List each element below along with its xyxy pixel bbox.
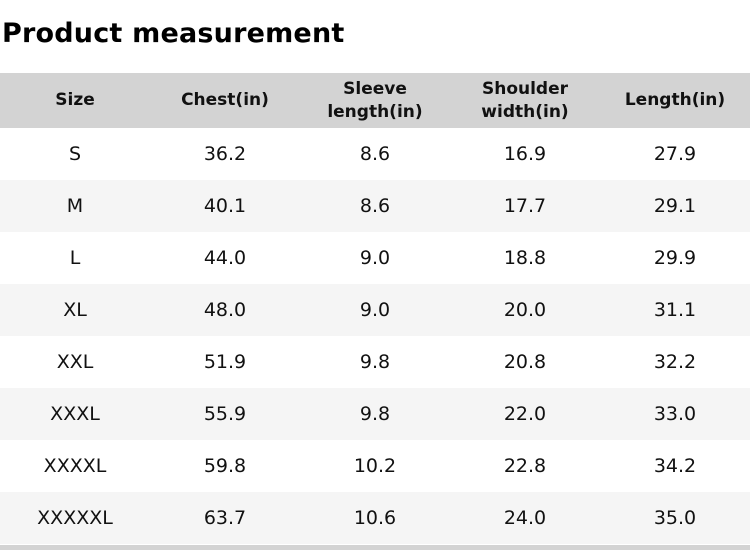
- header-cell-size: Size: [0, 73, 150, 128]
- sleeve-length-cell: 9.8: [300, 388, 450, 440]
- table-row: [0, 180, 750, 232]
- table-header-row: [0, 73, 750, 128]
- sleeve-length-cell: 9.0: [300, 232, 450, 284]
- chest-cell: 59.8: [150, 440, 300, 492]
- next-table-header-partial: [0, 545, 750, 550]
- length-cell: 29.9: [600, 232, 750, 284]
- table-row: [0, 336, 750, 388]
- length-cell: 34.2: [600, 440, 750, 492]
- shoulder-width-cell: 20.8: [450, 336, 600, 388]
- chest-cell: 40.1: [150, 180, 300, 232]
- header-cell-shoulder-width: Shoulder width(in): [450, 73, 600, 128]
- chest-cell: 63.7: [150, 492, 300, 544]
- length-cell: 35.0: [600, 492, 750, 544]
- shoulder-width-cell: 22.0: [450, 388, 600, 440]
- table-row: [0, 492, 750, 544]
- size-cell: L: [0, 232, 150, 284]
- shoulder-width-cell: 16.9: [450, 128, 600, 180]
- shoulder-width-cell: 20.0: [450, 284, 600, 336]
- table-row: [0, 440, 750, 492]
- header-cell-chest: Chest(in): [150, 73, 300, 128]
- chest-cell: 48.0: [150, 284, 300, 336]
- size-cell: S: [0, 128, 150, 180]
- size-cell: XL: [0, 284, 150, 336]
- measurement-table: [0, 73, 750, 544]
- chest-cell: 44.0: [150, 232, 300, 284]
- shoulder-width-cell: 18.8: [450, 232, 600, 284]
- table-row: [0, 284, 750, 336]
- size-cell: XXXXL: [0, 440, 150, 492]
- length-cell: 33.0: [600, 388, 750, 440]
- length-cell: 27.9: [600, 128, 750, 180]
- sleeve-length-cell: 8.6: [300, 128, 450, 180]
- length-cell: 31.1: [600, 284, 750, 336]
- chest-cell: 36.2: [150, 128, 300, 180]
- shoulder-width-cell: 17.7: [450, 180, 600, 232]
- length-cell: 32.2: [600, 336, 750, 388]
- sleeve-length-cell: 9.8: [300, 336, 450, 388]
- table-row: [0, 232, 750, 284]
- shoulder-width-cell: 22.8: [450, 440, 600, 492]
- table-row: [0, 388, 750, 440]
- size-cell: XXXXXL: [0, 492, 150, 544]
- sleeve-length-cell: 8.6: [300, 180, 450, 232]
- size-cell: XXXL: [0, 388, 150, 440]
- page-title: Product measurement: [2, 18, 345, 49]
- chest-cell: 55.9: [150, 388, 300, 440]
- header-cell-length: Length(in): [600, 73, 750, 128]
- shoulder-width-cell: 24.0: [450, 492, 600, 544]
- chest-cell: 51.9: [150, 336, 300, 388]
- sleeve-length-cell: 10.6: [300, 492, 450, 544]
- size-cell: XXL: [0, 336, 150, 388]
- sleeve-length-cell: 10.2: [300, 440, 450, 492]
- header-cell-sleeve-length: Sleeve length(in): [300, 73, 450, 128]
- length-cell: 29.1: [600, 180, 750, 232]
- sleeve-length-cell: 9.0: [300, 284, 450, 336]
- table-row: [0, 128, 750, 180]
- size-cell: M: [0, 180, 150, 232]
